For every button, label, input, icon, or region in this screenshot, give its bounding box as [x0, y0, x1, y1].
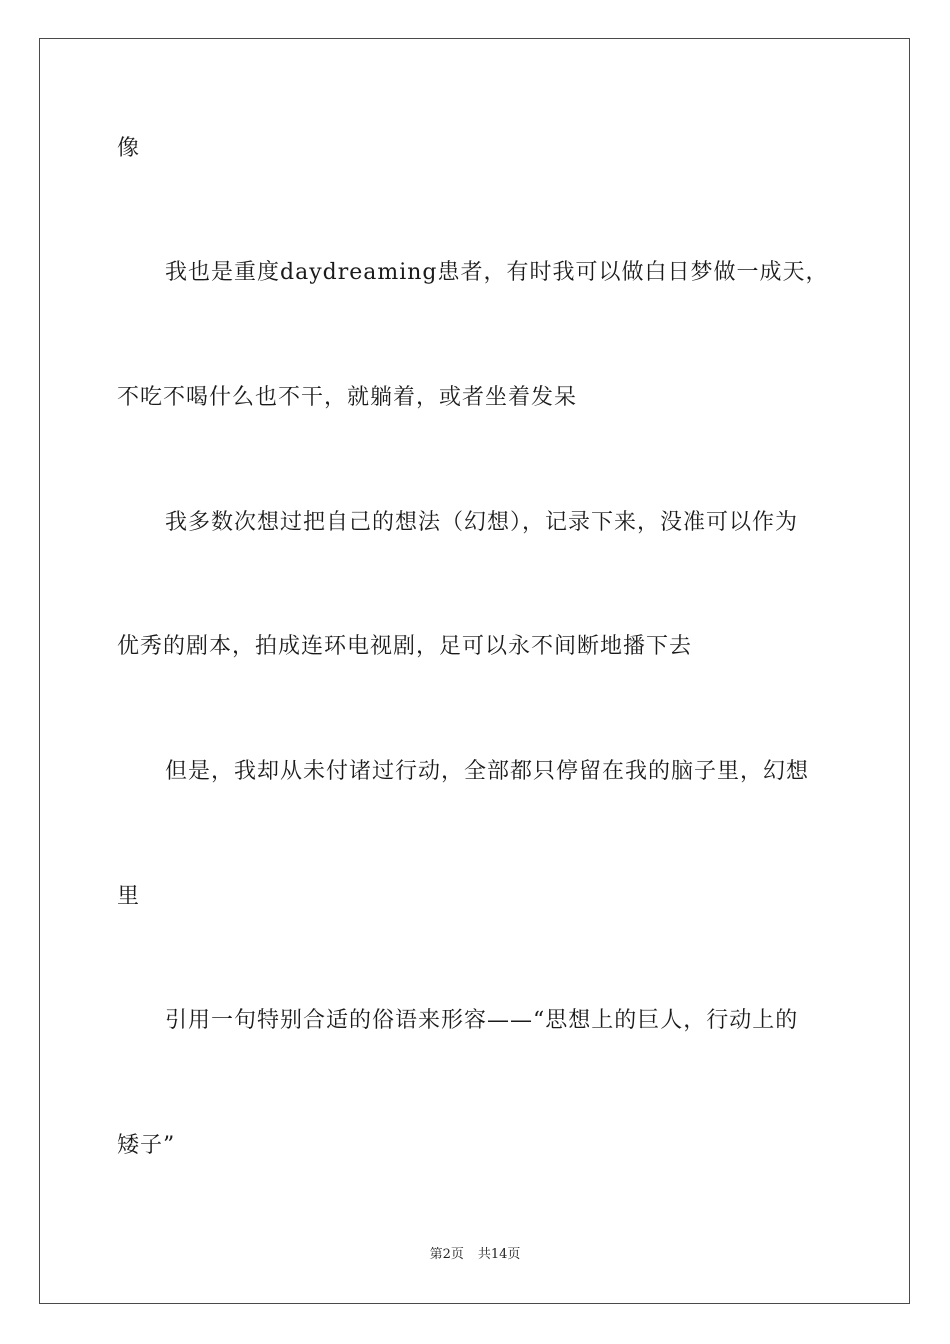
paragraph-line: 我多数次想过把自己的想法（幻想），记录下来，没准可以作为	[165, 510, 799, 535]
page-number: 第2页	[429, 1247, 464, 1262]
text-line: 不吃不喝什么也不干，就躺着，或者坐着发呆	[117, 385, 578, 410]
text-line: 优秀的剧本，拍成连环电视剧，足可以永不间断地播下去	[117, 634, 693, 659]
page-border	[39, 38, 910, 1304]
paragraph-line: 但是，我却从未付诸过行动，全部都只停留在我的脑子里，幻想	[165, 759, 810, 784]
page-footer	[0, 1246, 950, 1264]
paragraph-line: 引用一句特别合适的俗语来形容——“思想上的巨人，行动上的	[165, 1008, 799, 1033]
text-line: 像	[117, 136, 141, 161]
text-line: 矮子”	[117, 1133, 176, 1158]
page-total: 共14页	[477, 1247, 521, 1262]
text-line: 里	[117, 884, 141, 909]
paragraph-line: 我也是重度daydreaming患者，有时我可以做白日梦做一成天，	[165, 260, 829, 285]
